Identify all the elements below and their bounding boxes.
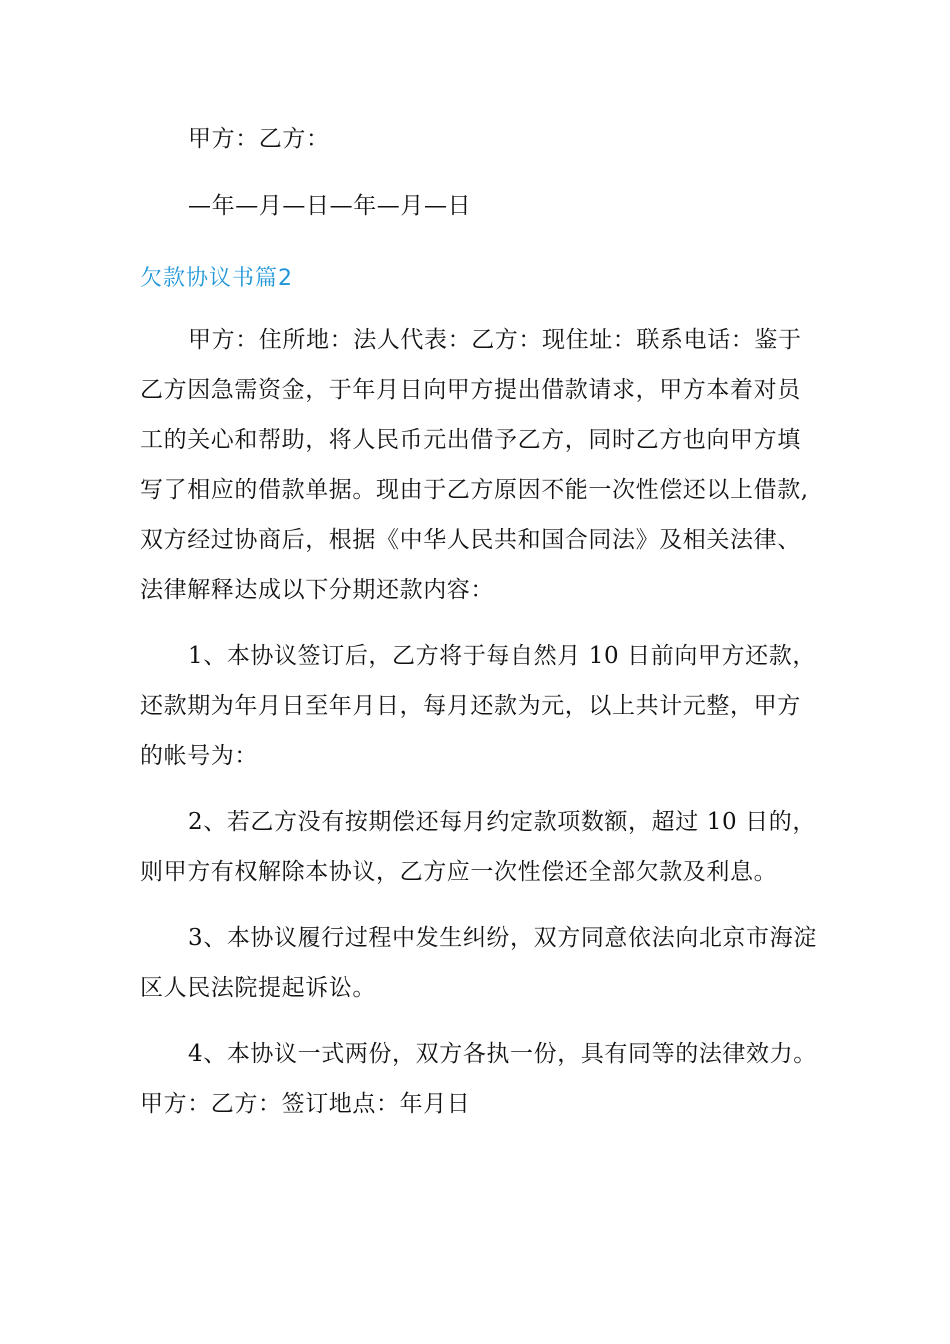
paragraph-line: 4、本协议一式两份，双方各执一份，具有同等的法律效力。 [188, 1041, 817, 1067]
paragraph-line: 法律解释达成以下分期还款内容： [140, 577, 494, 603]
paragraph-line: 乙方因急需资金，于年月日向甲方提出借款请求，甲方本着对员 [140, 377, 801, 403]
paragraph-line: 工的关心和帮助，将人民币元出借予乙方，同时乙方也向甲方填 [140, 427, 801, 453]
date-signature-line: —年—月—日—年—月—日 [188, 193, 472, 219]
paragraph-line: 甲方：住所地：法人代表：乙方：现住址：联系电话：鉴于 [188, 327, 802, 353]
paragraph-line: 还款期为年月日至年月日，每月还款为元，以上共计元整，甲方 [140, 693, 801, 719]
signature-line: 甲方：乙方：签订地点：年月日 [140, 1091, 471, 1117]
paragraph-line: 双方经过协商后，根据《中华人民共和国合同法》及相关法律、 [140, 527, 801, 553]
paragraph-line: 2、若乙方没有按期偿还每月约定款项数额，超过 10 日的， [188, 809, 816, 835]
paragraph-line: 3、本协议履行过程中发生纠纷，双方同意依法向北京市海淀 [188, 925, 817, 951]
section-title: 欠款协议书篇2 [140, 266, 293, 291]
parties-signature-line: 甲方：乙方： [188, 126, 330, 152]
paragraph-line: 则甲方有权解除本协议，乙方应一次性偿还全部欠款及利息。 [140, 859, 778, 885]
paragraph-line: 写了相应的借款单据。现由于乙方原因不能一次性偿还以上借款, [140, 477, 809, 503]
paragraph-line: 1、本协议签订后，乙方将于每自然月 10 日前向甲方还款， [188, 643, 816, 669]
paragraph-line: 区人民法院提起诉讼。 [140, 975, 376, 1001]
paragraph-line: 的帐号为： [140, 743, 258, 769]
